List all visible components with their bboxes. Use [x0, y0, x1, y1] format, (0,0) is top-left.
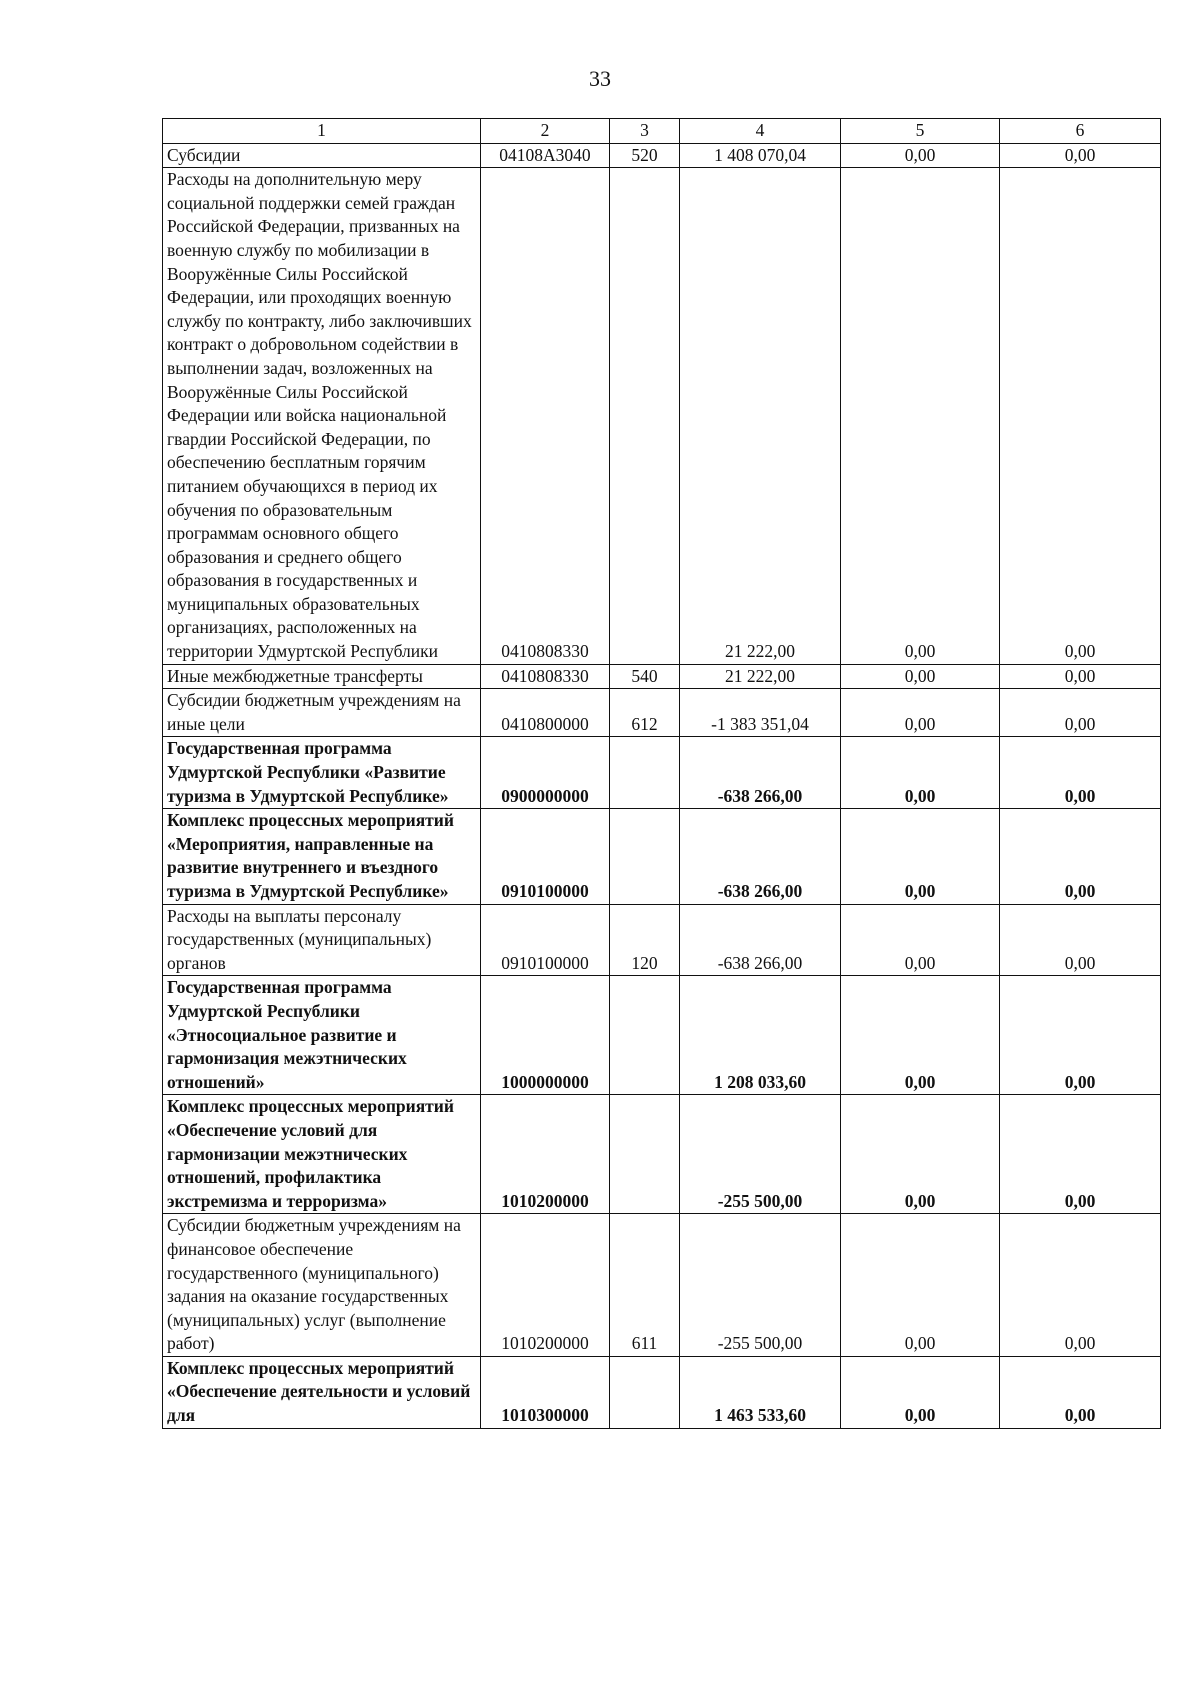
- row-type-cell: 120: [610, 904, 680, 976]
- row-value6-cell: 0,00: [1000, 904, 1161, 976]
- column-header-3: 3: [610, 119, 680, 144]
- row-name-cell: Комплекс процессных мероприятий «Обеспечение условий для гармонизации межэтнических отношений, профилактика экстремизма и терроризма»: [163, 1095, 481, 1214]
- table-header-row: [163, 119, 1161, 144]
- row-name-cell: Расходы на выплаты персоналу государственных (муниципальных) органов: [163, 904, 481, 976]
- table-body: [163, 119, 1161, 1429]
- table-row: [163, 143, 1161, 168]
- table-row: [163, 737, 1161, 809]
- row-value4-cell: 21 222,00: [680, 664, 841, 689]
- row-value5-cell: 0,00: [841, 737, 1000, 809]
- row-code-cell: 0900000000: [481, 737, 610, 809]
- row-value4-cell: -255 500,00: [680, 1095, 841, 1214]
- row-value4-cell: -638 266,00: [680, 737, 841, 809]
- table-row: [163, 664, 1161, 689]
- row-name-cell: Комплекс процессных мероприятий «Мероприятия, направленные на развитие внутреннего и въездного туризма в Удмуртской Республике»: [163, 809, 481, 904]
- row-name-cell: Комплекс процессных мероприятий «Обеспечение деятельности и условий для: [163, 1356, 481, 1428]
- row-code-cell: 0410808330: [481, 168, 610, 664]
- row-type-cell: [610, 737, 680, 809]
- column-header-1: 1: [163, 119, 481, 144]
- table-row: [163, 1095, 1161, 1214]
- table-row: [163, 904, 1161, 976]
- row-name-cell: Расходы на дополнительную меру социальной поддержки семей граждан Российской Федерации, призванных на военную службу по мобилизации в Вооружённые Силы Российской Федерации, или проходящих военную службу по контракту, либо заключивших контракт о добровольном содействии в выполнении задач, возложенных на Вооружённые Силы Российской Федерации или войска национальной гвардии Российской Федерации, по обеспечению бесплатным горячим питанием обучающихся в период их обучения по образовательным программам основного общего образования и среднего общего образования в государственных и муниципальных образовательных организациях, расположенных на территории Удмуртской Республики: [163, 168, 481, 664]
- row-value4-cell: -255 500,00: [680, 1214, 841, 1357]
- row-value6-cell: 0,00: [1000, 168, 1161, 664]
- row-type-cell: [610, 976, 680, 1095]
- row-value4-cell: 1 208 033,60: [680, 976, 841, 1095]
- row-name-cell: Субсидии: [163, 143, 481, 168]
- row-value6-cell: 0,00: [1000, 689, 1161, 737]
- row-name-cell: Иные межбюджетные трансферты: [163, 664, 481, 689]
- row-value6-cell: 0,00: [1000, 1214, 1161, 1357]
- column-header-6: 6: [1000, 119, 1161, 144]
- row-value4-cell: 1 463 533,60: [680, 1356, 841, 1428]
- row-value6-cell: 0,00: [1000, 664, 1161, 689]
- row-value4-cell: -638 266,00: [680, 809, 841, 904]
- column-header-2: 2: [481, 119, 610, 144]
- row-code-cell: 04108A3040: [481, 143, 610, 168]
- column-header-5: 5: [841, 119, 1000, 144]
- table-row: [163, 976, 1161, 1095]
- row-value6-cell: 0,00: [1000, 1095, 1161, 1214]
- row-type-cell: [610, 1356, 680, 1428]
- table-row: [163, 1214, 1161, 1357]
- row-name-cell: Субсидии бюджетным учреждениям на иные цели: [163, 689, 481, 737]
- row-code-cell: 0410808330: [481, 664, 610, 689]
- row-type-cell: 520: [610, 143, 680, 168]
- row-value5-cell: 0,00: [841, 1095, 1000, 1214]
- row-name-cell: Государственная программа Удмуртской Республики «Развитие туризма в Удмуртской Республике»: [163, 737, 481, 809]
- row-value5-cell: 0,00: [841, 664, 1000, 689]
- row-value5-cell: 0,00: [841, 143, 1000, 168]
- row-type-cell: [610, 809, 680, 904]
- row-type-cell: 540: [610, 664, 680, 689]
- row-value5-cell: 0,00: [841, 904, 1000, 976]
- row-value4-cell: -638 266,00: [680, 904, 841, 976]
- row-code-cell: 1010200000: [481, 1214, 610, 1357]
- table-row: [163, 809, 1161, 904]
- row-name-cell: Субсидии бюджетным учреждениям на финансовое обеспечение государственного (муниципального) задания на оказание государственных (муниципальных) услуг (выполнение работ): [163, 1214, 481, 1357]
- row-value6-cell: 0,00: [1000, 143, 1161, 168]
- row-code-cell: 0910100000: [481, 904, 610, 976]
- row-code-cell: 1000000000: [481, 976, 610, 1095]
- row-value5-cell: 0,00: [841, 809, 1000, 904]
- row-type-cell: [610, 1095, 680, 1214]
- row-code-cell: 0910100000: [481, 809, 610, 904]
- row-value5-cell: 0,00: [841, 976, 1000, 1095]
- row-value6-cell: 0,00: [1000, 976, 1161, 1095]
- row-value4-cell: 1 408 070,04: [680, 143, 841, 168]
- row-type-cell: 611: [610, 1214, 680, 1357]
- row-value6-cell: 0,00: [1000, 809, 1161, 904]
- row-code-cell: 1010200000: [481, 1095, 610, 1214]
- row-type-cell: 612: [610, 689, 680, 737]
- row-value5-cell: 0,00: [841, 168, 1000, 664]
- row-value4-cell: -1 383 351,04: [680, 689, 841, 737]
- row-value5-cell: 0,00: [841, 1214, 1000, 1357]
- row-value6-cell: 0,00: [1000, 737, 1161, 809]
- page-number: 33: [589, 66, 611, 91]
- budget-table: [162, 118, 1161, 1429]
- row-value5-cell: 0,00: [841, 689, 1000, 737]
- row-value4-cell: 21 222,00: [680, 168, 841, 664]
- table-row: [163, 689, 1161, 737]
- column-header-4: 4: [680, 119, 841, 144]
- row-code-cell: 0410800000: [481, 689, 610, 737]
- table-row: [163, 1356, 1161, 1428]
- row-value5-cell: 0,00: [841, 1356, 1000, 1428]
- table-row: [163, 168, 1161, 664]
- row-type-cell: [610, 168, 680, 664]
- row-name-cell: Государственная программа Удмуртской Республики «Этносоциальное развитие и гармонизация межэтнических отношений»: [163, 976, 481, 1095]
- row-code-cell: 1010300000: [481, 1356, 610, 1428]
- row-value6-cell: 0,00: [1000, 1356, 1161, 1428]
